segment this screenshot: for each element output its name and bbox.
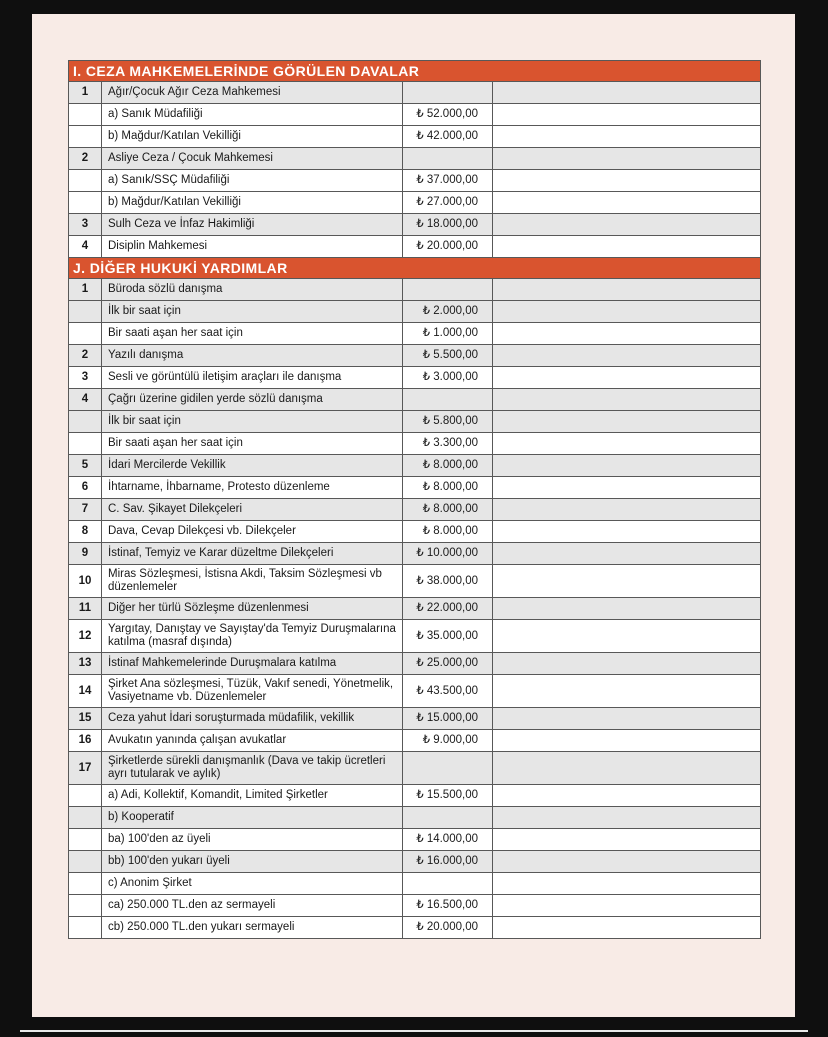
row-fee bbox=[403, 752, 493, 785]
row-number bbox=[69, 192, 102, 214]
row-notes bbox=[493, 214, 761, 236]
row-number: 9 bbox=[69, 543, 102, 565]
table-row bbox=[69, 565, 761, 598]
row-fee: ₺ 15.000,00 bbox=[403, 708, 493, 730]
table-row bbox=[69, 752, 761, 785]
row-notes bbox=[493, 829, 761, 851]
row-number bbox=[69, 785, 102, 807]
row-description: İstinaf Mahkemelerinde Duruşmalara katılma bbox=[102, 653, 403, 675]
row-number: 8 bbox=[69, 521, 102, 543]
table-row bbox=[69, 521, 761, 543]
row-description: İdari Mercilerde Vekillik bbox=[102, 455, 403, 477]
table-row bbox=[69, 708, 761, 730]
section-h bbox=[69, 61, 761, 258]
row-description: Asliye Ceza / Çocuk Mahkemesi bbox=[102, 148, 403, 170]
row-fee: ₺ 8.000,00 bbox=[403, 455, 493, 477]
row-number: 1 bbox=[69, 279, 102, 301]
row-description: Dava, Cevap Dilekçesi vb. Dilekçeler bbox=[102, 521, 403, 543]
row-number: 15 bbox=[69, 708, 102, 730]
row-notes bbox=[493, 367, 761, 389]
row-description: Avukatın yanında çalışan avukatlar bbox=[102, 730, 403, 752]
row-description: a) Sanık Müdafiliği bbox=[102, 104, 403, 126]
row-notes bbox=[493, 851, 761, 873]
row-fee: ₺ 3.000,00 bbox=[403, 367, 493, 389]
row-notes bbox=[493, 477, 761, 499]
table-row bbox=[69, 433, 761, 455]
row-number bbox=[69, 895, 102, 917]
table-row bbox=[69, 598, 761, 620]
row-fee: ₺ 14.000,00 bbox=[403, 829, 493, 851]
row-fee: ₺ 5.800,00 bbox=[403, 411, 493, 433]
row-number bbox=[69, 829, 102, 851]
table-row bbox=[69, 236, 761, 258]
row-notes bbox=[493, 917, 761, 939]
row-fee: ₺ 16.500,00 bbox=[403, 895, 493, 917]
row-notes bbox=[493, 236, 761, 258]
row-number: 10 bbox=[69, 565, 102, 598]
table-row bbox=[69, 785, 761, 807]
table-row bbox=[69, 873, 761, 895]
row-notes bbox=[493, 433, 761, 455]
row-fee: ₺ 8.000,00 bbox=[403, 499, 493, 521]
row-fee: ₺ 42.000,00 bbox=[403, 126, 493, 148]
row-fee bbox=[403, 873, 493, 895]
row-number: 4 bbox=[69, 389, 102, 411]
row-notes bbox=[493, 807, 761, 829]
table-row bbox=[69, 170, 761, 192]
row-number: 2 bbox=[69, 345, 102, 367]
table-row bbox=[69, 82, 761, 104]
row-notes bbox=[493, 521, 761, 543]
row-notes bbox=[493, 895, 761, 917]
table-row bbox=[69, 895, 761, 917]
row-fee: ₺ 16.000,00 bbox=[403, 851, 493, 873]
row-description: Ceza yahut İdari soruşturmada müdafilik, vekillik bbox=[102, 708, 403, 730]
row-fee: ₺ 1.000,00 bbox=[403, 323, 493, 345]
row-notes bbox=[493, 543, 761, 565]
table-row bbox=[69, 279, 761, 301]
row-number bbox=[69, 851, 102, 873]
row-notes bbox=[493, 192, 761, 214]
row-number: 5 bbox=[69, 455, 102, 477]
row-description: bb) 100'den yukarı üyeli bbox=[102, 851, 403, 873]
row-number bbox=[69, 301, 102, 323]
row-notes bbox=[493, 389, 761, 411]
row-description: Diğer her türlü Sözleşme düzenlenmesi bbox=[102, 598, 403, 620]
table-row bbox=[69, 653, 761, 675]
row-fee: ₺ 22.000,00 bbox=[403, 598, 493, 620]
row-number bbox=[69, 917, 102, 939]
table-row bbox=[69, 192, 761, 214]
row-number: 11 bbox=[69, 598, 102, 620]
row-description: ba) 100'den az üyeli bbox=[102, 829, 403, 851]
row-description: ca) 250.000 TL.den az sermayeli bbox=[102, 895, 403, 917]
row-notes bbox=[493, 126, 761, 148]
row-description: Çağrı üzerine gidilen yerde sözlü danışma bbox=[102, 389, 403, 411]
row-notes bbox=[493, 455, 761, 477]
section-j bbox=[69, 258, 761, 939]
row-notes bbox=[493, 565, 761, 598]
table-row bbox=[69, 730, 761, 752]
row-description: Miras Sözleşmesi, İstisna Akdi, Taksim Sözleşmesi vb düzenlemeler bbox=[102, 565, 403, 598]
row-number bbox=[69, 873, 102, 895]
row-number: 6 bbox=[69, 477, 102, 499]
row-fee: ₺ 27.000,00 bbox=[403, 192, 493, 214]
row-notes bbox=[493, 873, 761, 895]
row-number bbox=[69, 411, 102, 433]
row-fee: ₺ 2.000,00 bbox=[403, 301, 493, 323]
row-fee: ₺ 20.000,00 bbox=[403, 236, 493, 258]
row-notes bbox=[493, 345, 761, 367]
table-row bbox=[69, 620, 761, 653]
row-notes bbox=[493, 675, 761, 708]
row-fee bbox=[403, 148, 493, 170]
table-row bbox=[69, 675, 761, 708]
row-number bbox=[69, 170, 102, 192]
row-fee: ₺ 18.000,00 bbox=[403, 214, 493, 236]
row-description: cb) 250.000 TL.den yukarı sermayeli bbox=[102, 917, 403, 939]
row-notes bbox=[493, 411, 761, 433]
row-fee bbox=[403, 807, 493, 829]
row-fee: ₺ 15.500,00 bbox=[403, 785, 493, 807]
row-fee: ₺ 35.000,00 bbox=[403, 620, 493, 653]
row-number: 3 bbox=[69, 214, 102, 236]
table-row bbox=[69, 917, 761, 939]
section-title: J. DİĞER HUKUKİ YARDIMLAR bbox=[69, 258, 761, 279]
table-row bbox=[69, 477, 761, 499]
table-row bbox=[69, 323, 761, 345]
row-fee bbox=[403, 279, 493, 301]
row-notes bbox=[493, 323, 761, 345]
row-notes bbox=[493, 279, 761, 301]
row-fee: ₺ 37.000,00 bbox=[403, 170, 493, 192]
row-notes bbox=[493, 301, 761, 323]
section-title: I. CEZA MAHKEMELERİNDE GÖRÜLEN DAVALAR bbox=[69, 61, 761, 82]
row-fee bbox=[403, 389, 493, 411]
row-fee: ₺ 8.000,00 bbox=[403, 521, 493, 543]
row-number: 2 bbox=[69, 148, 102, 170]
table-row bbox=[69, 214, 761, 236]
table-row bbox=[69, 367, 761, 389]
row-notes bbox=[493, 148, 761, 170]
row-description: İlk bir saat için bbox=[102, 411, 403, 433]
row-number: 3 bbox=[69, 367, 102, 389]
row-number bbox=[69, 104, 102, 126]
row-description: Bir saati aşan her saat için bbox=[102, 433, 403, 455]
row-description: b) Kooperatif bbox=[102, 807, 403, 829]
table-row bbox=[69, 829, 761, 851]
row-description: Disiplin Mahkemesi bbox=[102, 236, 403, 258]
row-number: 16 bbox=[69, 730, 102, 752]
row-description: İhtarname, İhbarname, Protesto düzenleme bbox=[102, 477, 403, 499]
table-row bbox=[69, 851, 761, 873]
row-fee: ₺ 43.500,00 bbox=[403, 675, 493, 708]
row-fee: ₺ 25.000,00 bbox=[403, 653, 493, 675]
row-number: 1 bbox=[69, 82, 102, 104]
row-notes bbox=[493, 752, 761, 785]
row-number: 13 bbox=[69, 653, 102, 675]
row-fee: ₺ 38.000,00 bbox=[403, 565, 493, 598]
divider bbox=[20, 1030, 808, 1032]
row-description: Sesli ve görüntülü iletişim araçları ile danışma bbox=[102, 367, 403, 389]
table-row bbox=[69, 104, 761, 126]
row-description: Şirket Ana sözleşmesi, Tüzük, Vakıf senedi, Yönetmelik, Vasiyetname vb. Düzenlemeler bbox=[102, 675, 403, 708]
row-description: İlk bir saat için bbox=[102, 301, 403, 323]
fee-table bbox=[68, 60, 761, 939]
row-description: b) Mağdur/Katılan Vekilliği bbox=[102, 126, 403, 148]
table-row bbox=[69, 126, 761, 148]
row-number: 7 bbox=[69, 499, 102, 521]
row-description: Bir saati aşan her saat için bbox=[102, 323, 403, 345]
table-row bbox=[69, 543, 761, 565]
row-description: Yargıtay, Danıştay ve Sayıştay'da Temyiz Duruşmalarına katılma (masraf dışında) bbox=[102, 620, 403, 653]
row-fee: ₺ 20.000,00 bbox=[403, 917, 493, 939]
row-notes bbox=[493, 104, 761, 126]
row-fee: ₺ 5.500,00 bbox=[403, 345, 493, 367]
row-description: İstinaf, Temyiz ve Karar düzeltme Dilekçeleri bbox=[102, 543, 403, 565]
table-row bbox=[69, 411, 761, 433]
row-number bbox=[69, 323, 102, 345]
row-description: a) Sanık/SSÇ Müdafiliği bbox=[102, 170, 403, 192]
row-fee: ₺ 8.000,00 bbox=[403, 477, 493, 499]
row-description: Yazılı danışma bbox=[102, 345, 403, 367]
row-notes bbox=[493, 82, 761, 104]
table-row bbox=[69, 148, 761, 170]
row-number bbox=[69, 126, 102, 148]
row-description: Şirketlerde sürekli danışmanlık (Dava ve takip ücretleri ayrı tutularak ve aylık) bbox=[102, 752, 403, 785]
row-description: Büroda sözlü danışma bbox=[102, 279, 403, 301]
row-number: 4 bbox=[69, 236, 102, 258]
table-row bbox=[69, 389, 761, 411]
row-notes bbox=[493, 730, 761, 752]
row-notes bbox=[493, 598, 761, 620]
table-row bbox=[69, 807, 761, 829]
table-row bbox=[69, 301, 761, 323]
row-description: c) Anonim Şirket bbox=[102, 873, 403, 895]
row-description: a) Adi, Kollektif, Komandit, Limited Şirketler bbox=[102, 785, 403, 807]
row-description: C. Sav. Şikayet Dilekçeleri bbox=[102, 499, 403, 521]
row-fee: ₺ 9.000,00 bbox=[403, 730, 493, 752]
table-row bbox=[69, 455, 761, 477]
row-number bbox=[69, 433, 102, 455]
row-fee: ₺ 52.000,00 bbox=[403, 104, 493, 126]
row-notes bbox=[493, 653, 761, 675]
row-notes bbox=[493, 708, 761, 730]
row-notes bbox=[493, 499, 761, 521]
row-notes bbox=[493, 170, 761, 192]
row-notes bbox=[493, 620, 761, 653]
row-fee: ₺ 10.000,00 bbox=[403, 543, 493, 565]
table-row bbox=[69, 499, 761, 521]
row-fee: ₺ 3.300,00 bbox=[403, 433, 493, 455]
row-description: Sulh Ceza ve İnfaz Hakimliği bbox=[102, 214, 403, 236]
row-number: 14 bbox=[69, 675, 102, 708]
table-row bbox=[69, 345, 761, 367]
row-description: Ağır/Çocuk Ağır Ceza Mahkemesi bbox=[102, 82, 403, 104]
row-number: 12 bbox=[69, 620, 102, 653]
row-number: 17 bbox=[69, 752, 102, 785]
row-notes bbox=[493, 785, 761, 807]
row-number bbox=[69, 807, 102, 829]
row-description: b) Mağdur/Katılan Vekilliği bbox=[102, 192, 403, 214]
row-fee bbox=[403, 82, 493, 104]
